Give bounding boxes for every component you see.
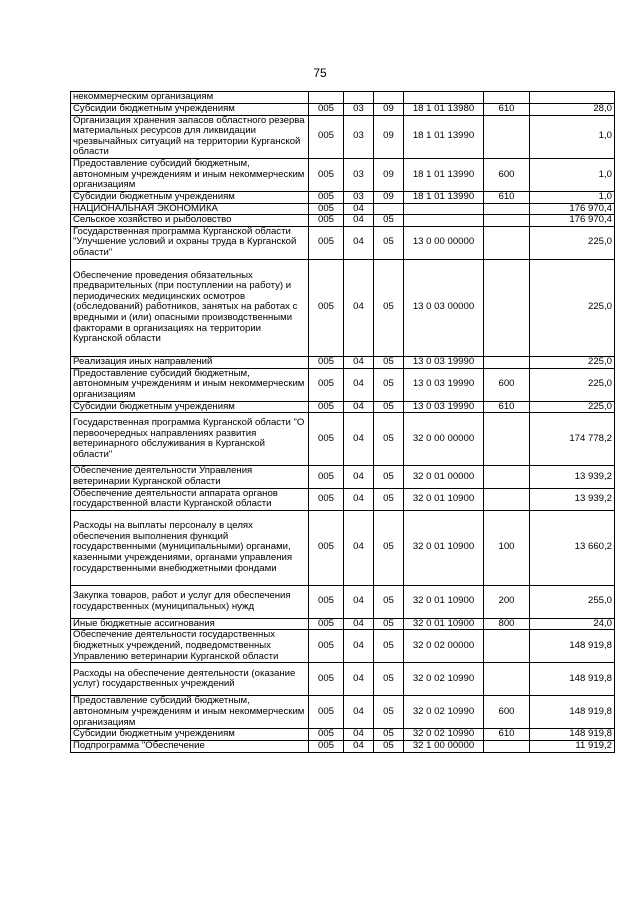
cell-target-article: 32 1 00 00000 [404,740,484,752]
cell-podrazdel: 05 [374,215,404,227]
budget-table-body [71,92,615,753]
table-row [71,696,615,729]
cell-sum: 11 919,2 [530,740,615,752]
cell-podrazdel: 05 [374,226,404,259]
cell-sum: 148 919,8 [530,630,615,663]
table-row [71,510,615,585]
table-row [71,259,615,356]
cell-sum: 225,0 [530,259,615,356]
cell-expense-type: 800 [484,618,530,630]
cell-sum: 225,0 [530,368,615,401]
cell-sum: 24,0 [530,618,615,630]
cell-razdel: 04 [344,510,374,585]
cell-target-article: 18 1 01 13990 [404,115,484,158]
cell-target-article: 13 0 03 19990 [404,401,484,413]
cell-ved: 005 [309,466,344,488]
cell-razdel: 04 [344,740,374,752]
cell-podrazdel: 05 [374,401,404,413]
cell-name: Обеспечение деятельности аппарата органов государственной власти Курганской области [71,488,309,510]
cell-expense-type: 600 [484,368,530,401]
cell-target-article [404,92,484,104]
cell-podrazdel: 05 [374,356,404,368]
cell-sum: 176 970,4 [530,215,615,227]
cell-name: Расходы на выплаты персоналу в целях обеспечения выполнения функций государственными (муниципальными) органами, казенными учреждениями, органами управления государственными внебюджетными фондами [71,510,309,585]
cell-expense-type [484,215,530,227]
cell-expense-type [484,413,530,466]
cell-ved: 005 [309,740,344,752]
cell-expense-type: 610 [484,401,530,413]
cell-target-article [404,203,484,215]
table-row [71,488,615,510]
cell-podrazdel [374,203,404,215]
table-row [71,356,615,368]
table-row [71,203,615,215]
cell-expense-type: 610 [484,191,530,203]
cell-razdel: 04 [344,585,374,618]
cell-ved: 005 [309,488,344,510]
table-row [71,413,615,466]
cell-target-article: 13 0 03 19990 [404,356,484,368]
cell-ved: 005 [309,510,344,585]
cell-name: Государственная программа Курганской области "О первоочередных направлениях развития ветеринарного обслуживания в Курганской области" [71,413,309,466]
cell-name: Предоставление субсидий бюджетным, автономным учреждениям и иным некоммерческим организациям [71,158,309,191]
cell-ved: 005 [309,226,344,259]
cell-sum: 255,0 [530,585,615,618]
cell-expense-type: 600 [484,158,530,191]
table-row [71,740,615,752]
cell-expense-type: 100 [484,510,530,585]
cell-ved: 005 [309,696,344,729]
cell-sum: 1,0 [530,115,615,158]
cell-podrazdel: 05 [374,413,404,466]
cell-podrazdel: 05 [374,488,404,510]
table-row [71,729,615,741]
cell-ved: 005 [309,618,344,630]
cell-razdel: 03 [344,115,374,158]
cell-ved: 005 [309,104,344,116]
cell-podrazdel: 05 [374,510,404,585]
cell-ved: 005 [309,585,344,618]
cell-podrazdel: 05 [374,729,404,741]
cell-razdel: 04 [344,413,374,466]
cell-sum: 148 919,8 [530,729,615,741]
cell-target-article: 32 0 02 10990 [404,696,484,729]
cell-expense-type [484,356,530,368]
cell-ved: 005 [309,158,344,191]
table-row [71,191,615,203]
cell-razdel: 04 [344,729,374,741]
cell-name: Субсидии бюджетным учреждениям [71,191,309,203]
table-row [71,585,615,618]
cell-sum: 13 660,2 [530,510,615,585]
cell-podrazdel: 05 [374,466,404,488]
cell-target-article: 32 0 01 10900 [404,488,484,510]
cell-ved: 005 [309,191,344,203]
table-row [71,630,615,663]
table-row [71,618,615,630]
cell-target-article: 32 0 01 00000 [404,466,484,488]
table-row [71,368,615,401]
cell-ved: 005 [309,630,344,663]
table-row [71,158,615,191]
table-row [71,226,615,259]
cell-podrazdel [374,92,404,104]
cell-ved: 005 [309,115,344,158]
cell-podrazdel: 09 [374,115,404,158]
cell-target-article: 32 0 01 10900 [404,510,484,585]
cell-ved: 005 [309,259,344,356]
cell-name: некоммерческим организациям [71,92,309,104]
cell-podrazdel: 05 [374,368,404,401]
cell-sum: 225,0 [530,226,615,259]
cell-razdel: 04 [344,466,374,488]
cell-ved: 005 [309,729,344,741]
cell-razdel [344,92,374,104]
table-row [71,401,615,413]
cell-podrazdel: 05 [374,696,404,729]
cell-razdel: 03 [344,191,374,203]
cell-name: Субсидии бюджетным учреждениям [71,104,309,116]
cell-expense-type [484,115,530,158]
cell-razdel: 04 [344,488,374,510]
cell-razdel: 04 [344,630,374,663]
cell-razdel: 03 [344,158,374,191]
cell-name: Закупка товаров, работ и услуг для обеспечения государственных (муниципальных) нужд [71,585,309,618]
cell-razdel: 04 [344,618,374,630]
cell-expense-type [484,488,530,510]
cell-name: Государственная программа Курганской области "Улучшение условий и охраны труда в Курганской области" [71,226,309,259]
cell-sum [530,92,615,104]
cell-podrazdel: 05 [374,630,404,663]
cell-expense-type [484,203,530,215]
cell-expense-type: 600 [484,696,530,729]
cell-name: НАЦИОНАЛЬНАЯ ЭКОНОМИКА [71,203,309,215]
cell-sum: 13 939,2 [530,488,615,510]
table-row [71,466,615,488]
cell-target-article: 32 0 02 00000 [404,630,484,663]
cell-name: Субсидии бюджетным учреждениям [71,401,309,413]
cell-podrazdel: 09 [374,191,404,203]
cell-expense-type [484,92,530,104]
cell-razdel: 04 [344,368,374,401]
cell-sum: 174 778,2 [530,413,615,466]
table-row [71,215,615,227]
cell-ved: 005 [309,413,344,466]
cell-name: Предоставление субсидий бюджетным, автономным учреждениям и иным некоммерческим организациям [71,368,309,401]
cell-sum: 148 919,8 [530,663,615,696]
cell-name: Организация хранения запасов областного резерва материальных ресурсов для ликвидации чрезвычайных ситуаций на территории Курганской области [71,115,309,158]
cell-name: Расходы на обеспечение деятельности (оказание услуг) государственных учреждений [71,663,309,696]
cell-sum: 13 939,2 [530,466,615,488]
cell-target-article: 32 0 02 10990 [404,663,484,696]
cell-target-article: 32 0 01 10900 [404,585,484,618]
cell-expense-type [484,226,530,259]
cell-sum: 148 919,8 [530,696,615,729]
cell-expense-type [484,663,530,696]
cell-name: Обеспечение деятельности государственных бюджетных учреждений, подведомственных Управлению ветеринарии Курганской области [71,630,309,663]
cell-podrazdel: 09 [374,158,404,191]
cell-ved: 005 [309,663,344,696]
table-row [71,92,615,104]
cell-sum: 1,0 [530,158,615,191]
table-row [71,663,615,696]
cell-target-article: 32 0 02 10990 [404,729,484,741]
cell-name: Иные бюджетные ассигнования [71,618,309,630]
cell-razdel: 04 [344,663,374,696]
cell-name: Обеспечение проведения обязательных предварительных (при поступлении на работу) и периодических медицинских осмотров (обследований) работников, занятых на работах с вредными и (или) опасными производственными факторами в организациях на территории Курганской области [71,259,309,356]
cell-razdel: 04 [344,356,374,368]
cell-expense-type [484,630,530,663]
cell-sum: 225,0 [530,356,615,368]
cell-ved: 005 [309,215,344,227]
cell-ved [309,92,344,104]
table-row [71,115,615,158]
cell-razdel: 04 [344,215,374,227]
cell-razdel: 04 [344,401,374,413]
cell-target-article: 13 0 03 19990 [404,368,484,401]
cell-target-article [404,215,484,227]
budget-table [70,91,615,753]
cell-razdel: 03 [344,104,374,116]
cell-expense-type [484,466,530,488]
cell-expense-type [484,259,530,356]
cell-sum: 28,0 [530,104,615,116]
table-row [71,104,615,116]
cell-podrazdel: 05 [374,740,404,752]
cell-target-article: 32 0 00 00000 [404,413,484,466]
cell-target-article: 32 0 01 10900 [404,618,484,630]
cell-target-article: 18 1 01 13990 [404,191,484,203]
cell-expense-type: 610 [484,729,530,741]
cell-target-article: 18 1 01 13980 [404,104,484,116]
cell-sum: 176 970,4 [530,203,615,215]
cell-name: Предоставление субсидий бюджетным, автономным учреждениям и иным некоммерческим организациям [71,696,309,729]
cell-name: Реализация иных направлений [71,356,309,368]
cell-podrazdel: 05 [374,259,404,356]
cell-sum: 225,0 [530,401,615,413]
cell-podrazdel: 05 [374,663,404,696]
cell-razdel: 04 [344,203,374,215]
cell-target-article: 13 0 00 00000 [404,226,484,259]
cell-ved: 005 [309,368,344,401]
cell-razdel: 04 [344,696,374,729]
cell-name: Сельское хозяйство и рыболовство [71,215,309,227]
cell-expense-type [484,740,530,752]
cell-target-article: 18 1 01 13990 [404,158,484,191]
cell-target-article: 13 0 03 00000 [404,259,484,356]
cell-razdel: 04 [344,226,374,259]
cell-expense-type: 610 [484,104,530,116]
cell-expense-type: 200 [484,585,530,618]
cell-sum: 1,0 [530,191,615,203]
cell-podrazdel: 05 [374,618,404,630]
page-number: 75 [313,66,327,80]
cell-podrazdel: 09 [374,104,404,116]
cell-podrazdel: 05 [374,585,404,618]
cell-ved: 005 [309,203,344,215]
cell-name: Подпрограмма "Обеспечение [71,740,309,752]
cell-ved: 005 [309,401,344,413]
cell-name: Субсидии бюджетным учреждениям [71,729,309,741]
cell-ved: 005 [309,356,344,368]
cell-razdel: 04 [344,259,374,356]
cell-name: Обеспечение деятельности Управления ветеринарии Курганской области [71,466,309,488]
